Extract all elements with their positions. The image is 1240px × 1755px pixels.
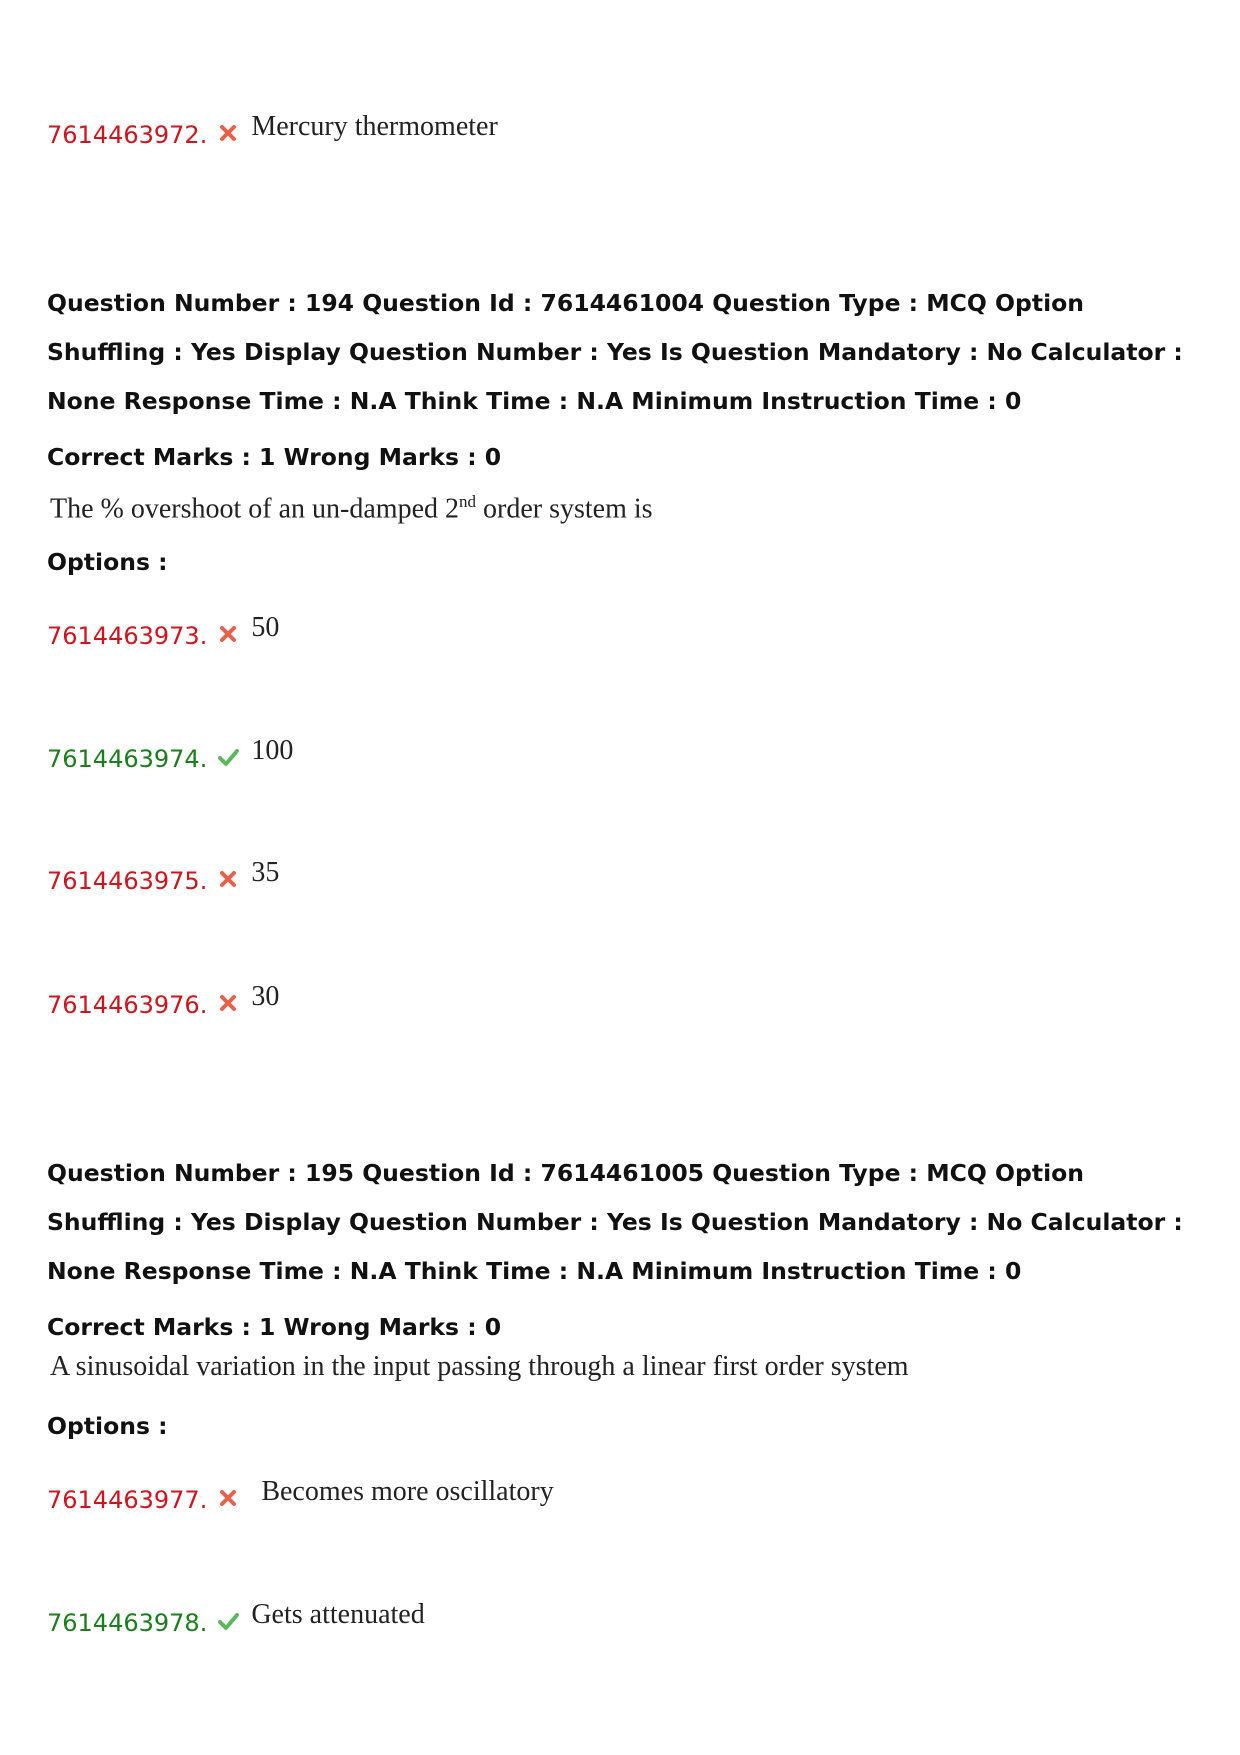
option-text: Becomes more oscillatory (261, 1476, 554, 1507)
option-text: Gets attenuated (251, 1599, 425, 1630)
option-id: 7614463974. (47, 745, 208, 773)
question-meta: Question Number : 194 Question Id : 7614461004 Question Type : MCQ Option Shuffling : Yes Display Question Number : Yes Is Question Mandatory : No Calculator : None Response Time : N.A Think Time : N.A Minimum Instruction Time : 0 (47, 289, 1183, 415)
wrong-cross-icon (217, 1487, 239, 1509)
correct-check-icon (217, 746, 239, 768)
option-row (47, 111, 498, 150)
option-text: 50 (251, 612, 280, 643)
question-text-sup: nd (459, 492, 476, 511)
option-row (47, 1476, 554, 1515)
option-text: 35 (251, 857, 280, 888)
option-id: 7614463977. (47, 1486, 208, 1514)
question-marks: Correct Marks : 1 Wrong Marks : 0 (47, 1313, 502, 1341)
correct-check-icon (217, 1610, 239, 1632)
question-text-part: The % overshoot of an un-damped 2 (50, 493, 459, 525)
option-id: 7614463972. (47, 121, 208, 149)
question-text-part: order system is (476, 493, 653, 525)
wrong-cross-icon (217, 122, 239, 144)
option-row (47, 612, 280, 651)
option-row (47, 1599, 425, 1638)
option-id: 7614463978. (47, 1609, 208, 1637)
wrong-cross-icon (217, 623, 239, 645)
question-text (50, 492, 653, 525)
option-row (47, 735, 294, 774)
wrong-cross-icon (217, 992, 239, 1014)
options-label: Options : (47, 548, 168, 576)
option-row (47, 981, 280, 1020)
question-text: A sinusoidal variation in the input passing through a linear first order system (50, 1351, 909, 1382)
option-id: 7614463976. (47, 991, 208, 1019)
option-text: Mercury thermometer (251, 111, 498, 142)
question-meta: Question Number : 195 Question Id : 7614461005 Question Type : MCQ Option Shuffling : Yes Display Question Number : Yes Is Question Mandatory : No Calculator : None Response Time : N.A Think Time : N.A Minimum Instruction Time : 0 (47, 1159, 1183, 1285)
wrong-cross-icon (217, 868, 239, 890)
option-text: 100 (251, 735, 294, 766)
option-id: 7614463975. (47, 867, 208, 895)
option-id: 7614463973. (47, 622, 208, 650)
question-marks: Correct Marks : 1 Wrong Marks : 0 (47, 443, 502, 471)
options-label: Options : (47, 1412, 168, 1440)
option-text: 30 (251, 981, 280, 1012)
option-row (47, 857, 280, 896)
